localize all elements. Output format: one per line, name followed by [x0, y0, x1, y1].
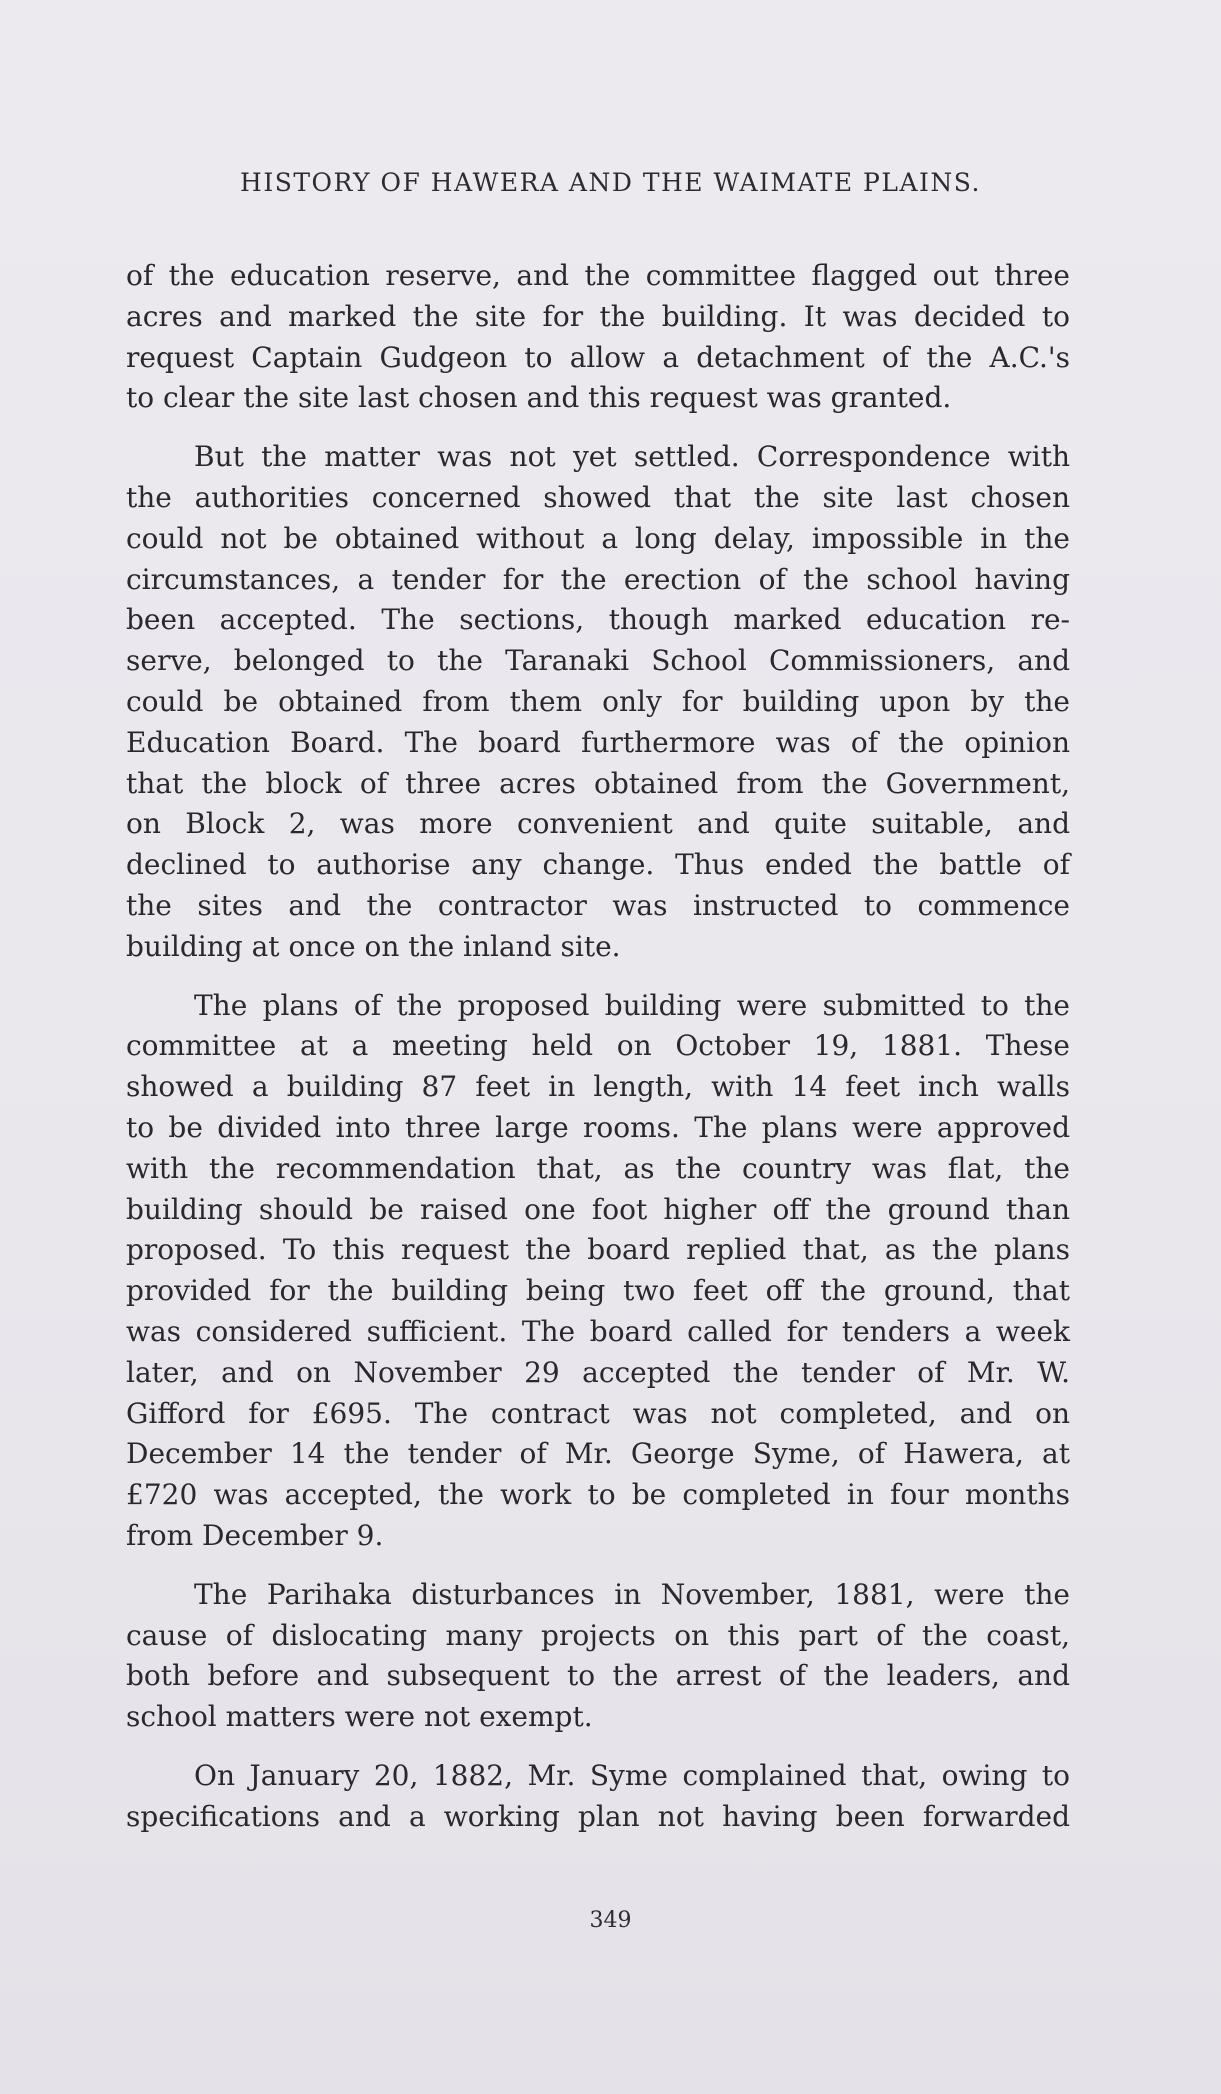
text-line: building should be raised one foot higher off the ground than	[126, 1192, 1070, 1226]
paragraph-3	[126, 986, 1070, 1557]
text-line: £720 was accepted, the work to be completed in four months	[126, 1478, 1070, 1512]
text-line: serve, belonged to the Taranaki School Commissioners, and	[126, 644, 1070, 678]
text-line: The plans of the proposed building were submitted to the	[194, 988, 1070, 1022]
text-line: circumstances, a tender for the erection of the school having	[126, 562, 1070, 596]
page-number: 349	[589, 1908, 632, 1933]
text-line: specifications and a working plan not having been forwarded	[126, 1799, 1070, 1833]
text-line: proposed. To this request the board replied that, as the plans	[126, 1233, 1070, 1267]
text-line: could not be obtained without a long delay, impossible in the	[126, 521, 1070, 555]
text-line: could be obtained from them only for building upon by the	[126, 684, 1070, 718]
text-line: to clear the site last chosen and this request was granted.	[126, 381, 952, 415]
text-line: to be divided into three large rooms. The plans were approved	[126, 1110, 1070, 1144]
text-line: been accepted. The sections, though marked education re-	[126, 603, 1070, 637]
text-line: building at once on the inland site.	[126, 929, 621, 963]
paragraph-4	[126, 1575, 1070, 1738]
paragraph-2	[126, 437, 1070, 967]
text-line: that the block of three acres obtained from the Government,	[126, 766, 1070, 800]
text-line: But the matter was not yet settled. Correspondence with	[194, 440, 1070, 474]
text-line: from December 9.	[126, 1518, 384, 1552]
text-line: On January 20, 1882, Mr. Syme complained that, owing to	[194, 1758, 1070, 1792]
text-line: Education Board. The board furthermore was of the opinion	[126, 725, 1070, 759]
text-line: on Block 2, was more convenient and quite suitable, and	[126, 807, 1070, 841]
text-line: Gifford for £695. The contract was not completed, and on	[126, 1396, 1070, 1430]
text-line: cause of dislocating many projects on this part of the coast,	[126, 1618, 1070, 1652]
text-line: later, and on November 29 accepted the tender of Mr. W.	[126, 1355, 1070, 1389]
text-line: declined to authorise any change. Thus ended the battle of	[126, 848, 1070, 882]
text-line: with the recommendation that, as the country was flat, the	[126, 1151, 1070, 1185]
text-line: of the education reserve, and the committee flagged out three	[126, 259, 1070, 292]
text-line: request Captain Gudgeon to allow a detachment of the A.C.'s	[126, 340, 1070, 374]
running-head: HISTORY OF HAWERA AND THE WAIMATE PLAINS.	[240, 168, 981, 197]
text-line: the sites and the contractor was instructed to commence	[126, 888, 1070, 922]
text-line: the authorities concerned showed that the site last chosen	[126, 480, 1070, 514]
text-line: was considered sufficient. The board called for tenders a week	[126, 1314, 1070, 1348]
text-line: December 14 the tender of Mr. George Syme, of Hawera, at	[126, 1437, 1070, 1471]
text-line: The Parihaka disturbances in November, 1881, were the	[194, 1577, 1070, 1611]
text-line: acres and marked the site for the building. It was decided to	[126, 299, 1070, 333]
text-line: school matters were not exempt.	[126, 1700, 593, 1734]
text-line: showed a building 87 feet in length, with 14 feet inch walls	[126, 1070, 1070, 1104]
body-text	[126, 256, 1070, 1855]
text-line: both before and subsequent to the arrest of the leaders, and	[126, 1659, 1070, 1693]
text-line: provided for the building being two feet off the ground, that	[126, 1274, 1070, 1308]
paragraph-1	[126, 256, 1070, 419]
text-line: committee at a meeting held on October 19, 1881. These	[126, 1029, 1070, 1063]
paragraph-5	[126, 1756, 1070, 1838]
